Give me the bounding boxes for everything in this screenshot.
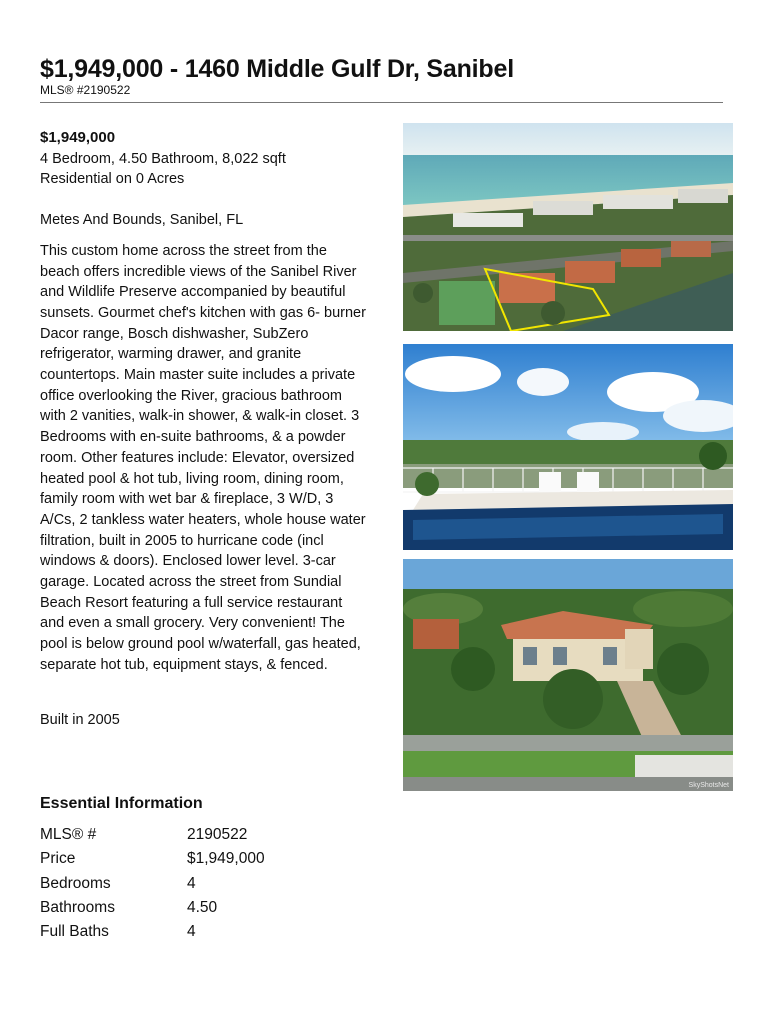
row-value: 4	[187, 874, 196, 892]
listing-location: Metes And Bounds, Sanibel, FL	[40, 212, 244, 229]
listing-built-year: Built in 2005	[40, 711, 120, 728]
table-row	[40, 823, 265, 847]
row-label: Full Baths	[40, 923, 109, 941]
listing-specs: 4 Bedroom, 4.50 Bathroom, 8,022 sqft	[40, 150, 286, 167]
essential-information-heading: Essential Information	[40, 795, 203, 812]
row-label: MLS® #	[40, 826, 97, 843]
row-value: $1,949,000	[187, 850, 265, 868]
table-row	[40, 872, 265, 896]
row-label: Price	[40, 850, 76, 868]
listing-description: This custom home across the street from the beach offers incredible views of the Sanibel River and Wildlife Preserve accompanied by beautiful sunsets. Gourmet chef's kitchen with gas 6- burner Dacor range, Bosch dishwasher, SubZero refrigerator, warming drawer, and granite countertops. Main master suite includes a private office overlooking the River, gracious bathroom with 2 vanities, walk-in shower, & walk-in closet. 3 Bedrooms with en-suite bathrooms, & a powder room. Other features include: Elevator, oversized heated pool & hot tub, living room, dining room, family room with wet bar & fireplace, 3 W/D, 3 A/Cs, 2 tankless water heaters, whole house water filtration, built in 2005 to hurricane code (incl windows & doors). Enclosed lower level. 3-car garage. Located across the street from Sundial Beach Resort featuring a full service restaurant and even a small grocery. Very convenient! The pool is below ground pool w/waterfall, gas heated, separate hot tub, equipment stays, & fenced.	[40, 242, 366, 673]
listing-summary	[40, 128, 370, 730]
listing-title: $1,949,000 - 1460 Middle Gulf Dr, Sanibel	[40, 55, 514, 83]
listing-price: $1,949,000	[40, 129, 116, 146]
table-row	[40, 920, 265, 944]
row-label: Bedrooms	[40, 874, 111, 892]
row-value: 4	[187, 923, 196, 941]
row-label: Bathrooms	[40, 898, 115, 916]
listing-type: Residential on 0 Acres	[40, 171, 185, 188]
house-front-photo	[403, 559, 733, 791]
photo-watermark: SkyShotsNet	[688, 782, 729, 789]
essential-information-table	[40, 823, 265, 944]
header-divider	[40, 102, 723, 103]
row-value: 2190522	[187, 826, 248, 843]
mls-number-subtitle: MLS® #2190522	[40, 83, 131, 97]
table-row	[40, 896, 265, 920]
row-value: 4.50	[187, 898, 218, 916]
table-row	[40, 847, 265, 871]
pool-photo	[403, 344, 733, 550]
aerial-beach-photo	[403, 123, 733, 331]
